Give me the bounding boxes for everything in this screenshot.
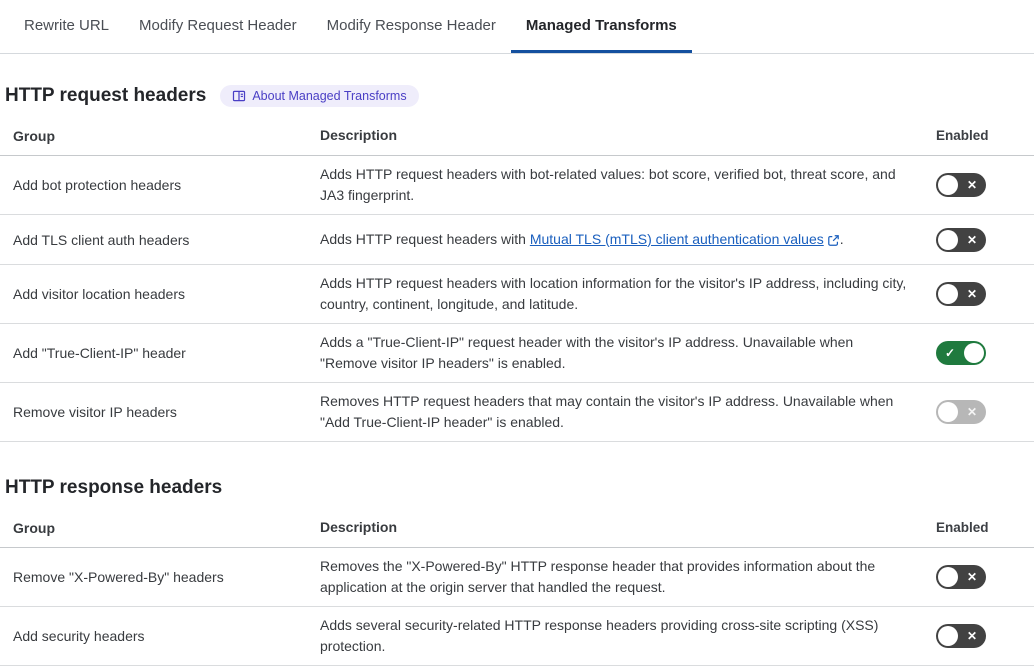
request-headers-table — [0, 156, 1034, 442]
column-header-description: Description — [320, 127, 398, 143]
enabled-cell — [936, 624, 1034, 648]
tab-modify-request-header[interactable]: Modify Request Header — [139, 16, 297, 34]
section-title: HTTP request headers — [5, 85, 207, 106]
group-cell: Remove visitor IP headers — [13, 404, 177, 420]
tab-rewrite-url[interactable]: Rewrite URL — [24, 16, 110, 34]
tab-managed-transforms[interactable]: Managed Transforms — [511, 0, 692, 53]
enabled-toggle[interactable] — [936, 282, 986, 306]
toggle-state-icon: ✕ — [966, 570, 977, 584]
table-row — [0, 383, 1034, 442]
enabled-cell — [936, 400, 1034, 424]
tab-bar — [0, 0, 1034, 54]
toggle-knob — [938, 567, 958, 587]
toggle-knob — [938, 626, 958, 646]
enabled-toggle[interactable] — [936, 341, 986, 365]
toggle-knob — [938, 175, 958, 195]
badge-label: About Managed Transforms — [252, 89, 407, 103]
table-row — [0, 548, 1034, 607]
toggle-state-icon: ✕ — [966, 232, 977, 247]
group-cell: Remove "X-Powered-By" headers — [13, 569, 224, 585]
enabled-toggle[interactable] — [936, 173, 986, 197]
column-header-group: Group — [13, 519, 55, 536]
section-http-response-headers — [0, 476, 1034, 666]
toggle-state-icon: ✓ — [945, 346, 956, 360]
enabled-cell — [936, 565, 1034, 589]
section-title: HTTP response headers — [5, 477, 223, 498]
toggle-knob — [938, 284, 958, 304]
enabled-toggle[interactable] — [936, 228, 986, 252]
toggle-knob — [964, 343, 984, 363]
group-cell: Add security headers — [13, 628, 145, 644]
description-cell: Adds HTTP request headers with bot-related values: bot score, verified bot, threat score, and JA3 fingerprint. — [320, 166, 896, 203]
column-header-enabled: Enabled — [936, 128, 989, 143]
about-managed-transforms-link[interactable] — [220, 85, 418, 107]
group-cell: Add "True-Client-IP" header — [13, 345, 186, 361]
enabled-cell — [936, 341, 1034, 365]
description-cell: Adds HTTP request headers with Mutual TLS (mTLS) client authentication values . — [320, 229, 936, 251]
description-cell: Removes the "X-Powered-By" HTTP response header that provides information about the application at the origin server that handled the request. — [320, 558, 876, 595]
mtls-link[interactable]: Mutual TLS (mTLS) client authentication values — [529, 230, 824, 247]
table-row — [0, 156, 1034, 215]
column-header-enabled: Enabled — [936, 520, 989, 535]
table-header — [0, 116, 1034, 156]
table-row — [0, 215, 1034, 265]
description-cell: Adds several security-related HTTP response headers providing cross-site scripting (XSS) protection. — [320, 617, 879, 654]
table-row — [0, 324, 1034, 383]
enabled-cell — [936, 228, 1034, 252]
enabled-toggle[interactable] — [936, 565, 986, 589]
table-row — [0, 607, 1034, 666]
group-cell: Add TLS client auth headers — [13, 231, 190, 248]
toggle-state-icon: ✕ — [966, 405, 977, 419]
response-headers-table — [0, 548, 1034, 666]
enabled-toggle — [936, 400, 986, 424]
description-cell: Adds HTTP request headers with location information for the visitor's IP address, including city, country, continent, longitude, and latitude. — [320, 275, 907, 312]
table-row — [0, 265, 1034, 324]
column-header-group: Group — [13, 127, 55, 144]
toggle-state-icon: ✕ — [966, 178, 977, 192]
enabled-cell — [936, 282, 1034, 306]
enabled-cell — [936, 173, 1034, 197]
group-cell: Add bot protection headers — [13, 177, 182, 193]
book-icon — [232, 89, 246, 103]
group-cell: Add visitor location headers — [13, 286, 185, 302]
enabled-toggle[interactable] — [936, 624, 986, 648]
description-cell: Removes HTTP request headers that may contain the visitor's IP address. Unavailable when "Add True-Client-IP header" is enabled. — [320, 393, 894, 430]
section-http-request-headers — [0, 84, 1034, 442]
tab-modify-response-header[interactable]: Modify Response Header — [326, 16, 496, 34]
toggle-knob — [938, 402, 958, 422]
table-header — [0, 508, 1034, 548]
toggle-state-icon: ✕ — [966, 629, 977, 643]
toggle-knob — [938, 230, 958, 250]
toggle-state-icon: ✕ — [966, 287, 977, 301]
external-link-icon — [827, 230, 840, 251]
column-header-description: Description — [320, 519, 398, 535]
description-cell: Adds a "True-Client-IP" request header with the visitor's IP address. Unavailable when "Remove visitor IP headers" is enabled. — [320, 334, 854, 371]
